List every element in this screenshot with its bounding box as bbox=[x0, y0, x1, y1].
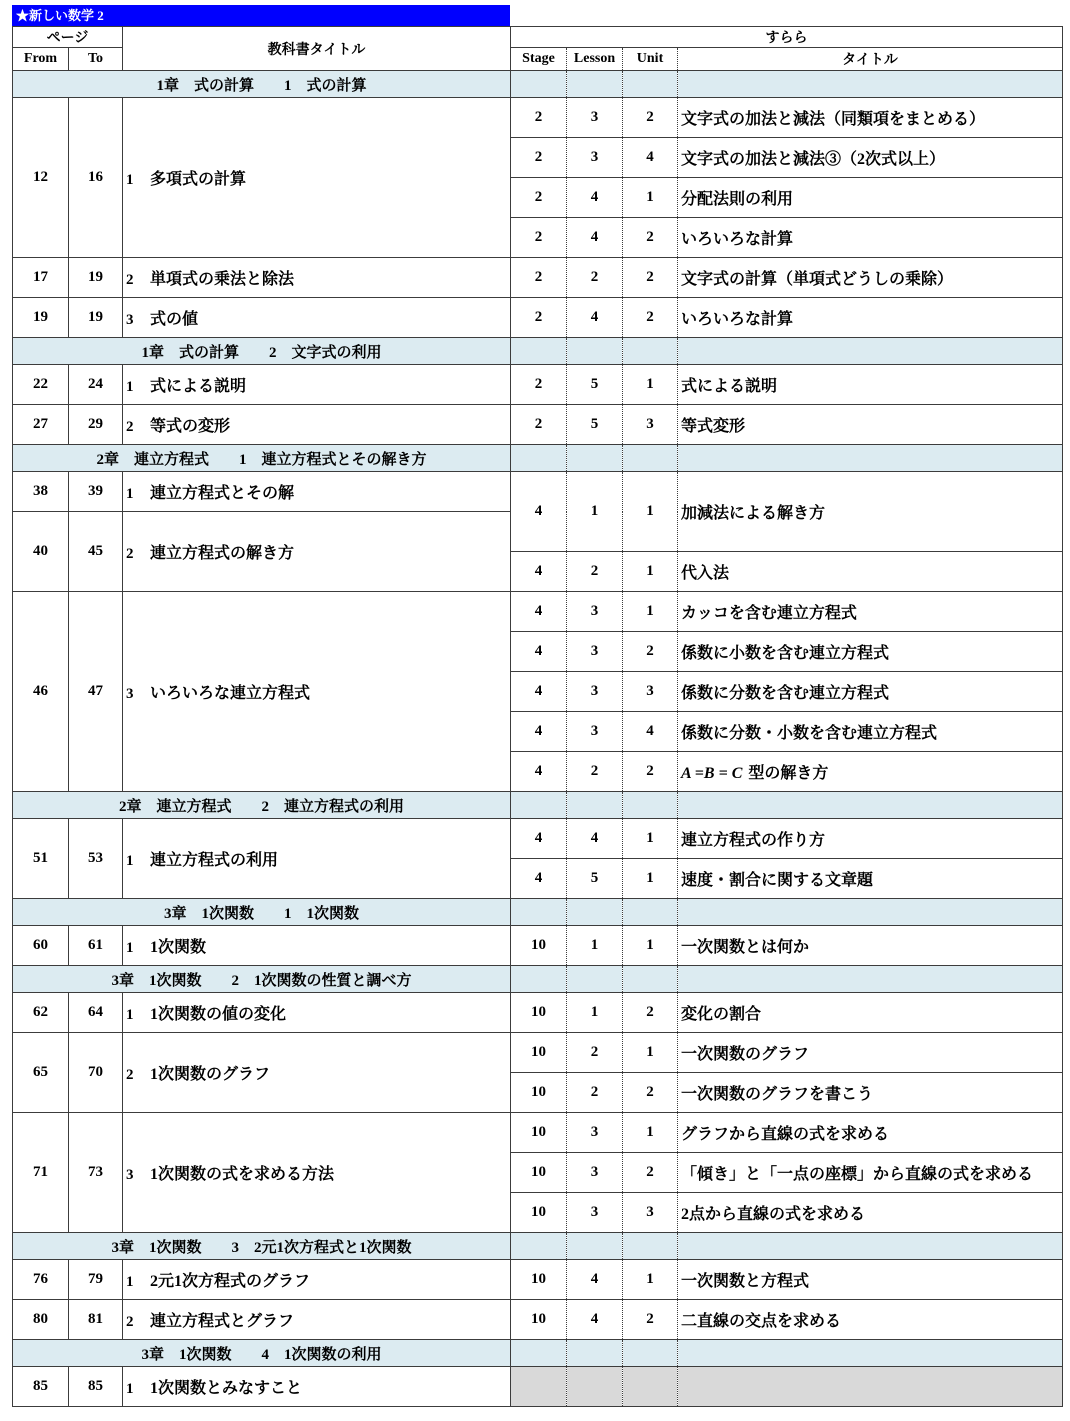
textbook-item-number: 2 bbox=[126, 1314, 134, 1330]
page-from: 65 bbox=[13, 1033, 69, 1113]
textbook-item-title: 2元1次方程式のグラフ bbox=[150, 1273, 311, 1290]
textbook-item-title: 多項式の計算 bbox=[150, 171, 247, 188]
section-heading: 2章 連立方程式 2 連立方程式の利用 bbox=[13, 792, 511, 819]
textbook-title-cell bbox=[123, 298, 511, 338]
textbook-title-cell bbox=[123, 1260, 511, 1300]
section-blank-cell bbox=[623, 899, 678, 926]
section-blank-cell bbox=[511, 899, 567, 926]
textbook-item-number: 1 bbox=[126, 486, 134, 502]
page-to: 53 bbox=[69, 819, 123, 899]
surara-lesson: 4 bbox=[567, 819, 623, 859]
table-row bbox=[13, 592, 1063, 632]
surara-lesson: 4 bbox=[567, 218, 623, 258]
table-row bbox=[13, 405, 1063, 445]
textbook-item-title: 1次関数の式を求める方法 bbox=[150, 1166, 335, 1183]
section-blank-cell bbox=[623, 71, 678, 98]
section-blank-cell bbox=[567, 71, 623, 98]
section-heading: 1章 式の計算 2 文字式の利用 bbox=[13, 338, 511, 365]
surara-stage: 2 bbox=[511, 218, 567, 258]
surara-lesson: 5 bbox=[567, 365, 623, 405]
header-textbook-title: 教科書タイトル bbox=[123, 27, 511, 71]
section-blank-cell bbox=[567, 338, 623, 365]
surara-unit: 1 bbox=[623, 1113, 678, 1153]
surara-lesson: 3 bbox=[567, 672, 623, 712]
header-unit: Unit bbox=[623, 48, 678, 71]
section-row bbox=[13, 71, 1063, 98]
section-blank-cell bbox=[678, 1340, 1063, 1367]
surara-stage: 4 bbox=[511, 592, 567, 632]
surara-lesson: 2 bbox=[567, 258, 623, 298]
surara-lesson: 3 bbox=[567, 1113, 623, 1153]
surara-title: 式による説明 bbox=[678, 365, 1063, 405]
textbook-item-title: 等式の変形 bbox=[150, 418, 231, 435]
document-title: ★新しい数学 2 bbox=[12, 5, 510, 26]
table-row bbox=[13, 819, 1063, 859]
surara-unit-empty bbox=[623, 1367, 678, 1407]
surara-stage: 4 bbox=[511, 859, 567, 899]
surara-stage: 4 bbox=[511, 712, 567, 752]
textbook-item-number: 1 bbox=[126, 940, 134, 956]
section-blank-cell bbox=[567, 445, 623, 472]
section-row bbox=[13, 1233, 1063, 1260]
page-to: 45 bbox=[69, 512, 123, 592]
page-to: 47 bbox=[69, 592, 123, 792]
header-lesson: Lesson bbox=[567, 48, 623, 71]
surara-lesson: 4 bbox=[567, 1260, 623, 1300]
section-row bbox=[13, 966, 1063, 993]
header-from: From bbox=[13, 48, 69, 71]
section-row bbox=[13, 792, 1063, 819]
surara-stage: 10 bbox=[511, 1300, 567, 1340]
surara-stage: 2 bbox=[511, 365, 567, 405]
section-blank-cell bbox=[678, 71, 1063, 98]
surara-unit: 3 bbox=[623, 1193, 678, 1233]
section-heading: 3章 1次関数 4 1次関数の利用 bbox=[13, 1340, 511, 1367]
surara-lesson: 3 bbox=[567, 632, 623, 672]
surara-unit: 1 bbox=[623, 365, 678, 405]
table-row bbox=[13, 472, 1063, 512]
surara-stage: 10 bbox=[511, 1193, 567, 1233]
surara-lesson: 4 bbox=[567, 298, 623, 338]
textbook-item-title: 連立方程式とグラフ bbox=[150, 1313, 295, 1330]
textbook-item-number: 2 bbox=[126, 1067, 134, 1083]
textbook-title-cell bbox=[123, 993, 511, 1033]
textbook-title-cell bbox=[123, 1033, 511, 1113]
section-heading: 1章 式の計算 1 式の計算 bbox=[13, 71, 511, 98]
surara-title: 係数に小数を含む連立方程式 bbox=[678, 632, 1063, 672]
surara-lesson: 1 bbox=[567, 993, 623, 1033]
surara-lesson: 2 bbox=[567, 752, 623, 792]
surara-lesson-empty bbox=[567, 1367, 623, 1407]
page-from: 85 bbox=[13, 1367, 69, 1407]
page-to: 70 bbox=[69, 1033, 123, 1113]
page-to: 85 bbox=[69, 1367, 123, 1407]
surara-unit: 3 bbox=[623, 672, 678, 712]
surara-unit: 2 bbox=[623, 632, 678, 672]
section-heading: 3章 1次関数 1 1次関数 bbox=[13, 899, 511, 926]
textbook-title-cell bbox=[123, 1367, 511, 1407]
surara-title: 文字式の加法と減法③（2次式以上） bbox=[678, 138, 1063, 178]
surara-unit: 1 bbox=[623, 1260, 678, 1300]
table-row bbox=[13, 1300, 1063, 1340]
surara-title: 一次関数と方程式 bbox=[678, 1260, 1063, 1300]
page-to: 24 bbox=[69, 365, 123, 405]
textbook-title-cell bbox=[123, 405, 511, 445]
table-row bbox=[13, 1367, 1063, 1407]
section-blank-cell bbox=[678, 899, 1063, 926]
surara-stage: 10 bbox=[511, 993, 567, 1033]
surara-unit: 3 bbox=[623, 405, 678, 445]
textbook-title-cell bbox=[123, 1300, 511, 1340]
surara-unit: 1 bbox=[623, 819, 678, 859]
surara-title: 2点から直線の式を求める bbox=[678, 1193, 1063, 1233]
page-to: 64 bbox=[69, 993, 123, 1033]
surara-title: 「傾き」と「一点の座標」から直線の式を求める bbox=[678, 1153, 1063, 1193]
header-row bbox=[13, 27, 1063, 48]
section-blank-cell bbox=[678, 445, 1063, 472]
textbook-item-number: 3 bbox=[126, 686, 134, 702]
section-blank-cell bbox=[511, 445, 567, 472]
surara-stage: 10 bbox=[511, 1033, 567, 1073]
textbook-item-title: 式による説明 bbox=[150, 378, 247, 395]
surara-stage: 4 bbox=[511, 472, 567, 552]
surara-title: 文字式の計算（単項式どうしの乗除） bbox=[678, 258, 1063, 298]
surara-unit: 2 bbox=[623, 298, 678, 338]
surara-lesson: 3 bbox=[567, 1193, 623, 1233]
section-row bbox=[13, 338, 1063, 365]
page-to: 29 bbox=[69, 405, 123, 445]
surara-unit: 1 bbox=[623, 552, 678, 592]
surara-title: 一次関数のグラフ bbox=[678, 1033, 1063, 1073]
section-blank-cell bbox=[678, 1233, 1063, 1260]
textbook-item-title: 1次関数とみなすこと bbox=[150, 1380, 303, 1397]
surara-lesson: 3 bbox=[567, 592, 623, 632]
surara-title-formula: A =B = C bbox=[681, 765, 743, 782]
page-to: 39 bbox=[69, 472, 123, 512]
page-to: 61 bbox=[69, 926, 123, 966]
textbook-item-title: 1次関数のグラフ bbox=[150, 1066, 271, 1083]
surara-unit: 2 bbox=[623, 258, 678, 298]
surara-title bbox=[678, 752, 1063, 792]
surara-stage: 4 bbox=[511, 752, 567, 792]
curriculum-table bbox=[12, 26, 1063, 1407]
textbook-item-title: 連立方程式とその解 bbox=[150, 485, 295, 502]
section-blank-cell bbox=[567, 899, 623, 926]
surara-unit: 2 bbox=[623, 218, 678, 258]
page-from: 38 bbox=[13, 472, 69, 512]
page-to: 16 bbox=[69, 98, 123, 258]
section-blank-cell bbox=[567, 1340, 623, 1367]
table-row bbox=[13, 993, 1063, 1033]
surara-stage: 10 bbox=[511, 1073, 567, 1113]
surara-stage: 4 bbox=[511, 552, 567, 592]
surara-title: 一次関数のグラフを書こう bbox=[678, 1073, 1063, 1113]
page-to: 19 bbox=[69, 258, 123, 298]
surara-title: 連立方程式の作り方 bbox=[678, 819, 1063, 859]
surara-title: カッコを含む連立方程式 bbox=[678, 592, 1063, 632]
section-blank-cell bbox=[511, 338, 567, 365]
surara-lesson: 1 bbox=[567, 926, 623, 966]
surara-stage: 10 bbox=[511, 1153, 567, 1193]
surara-title-text: 型の解き方 bbox=[748, 765, 829, 782]
surara-lesson: 5 bbox=[567, 859, 623, 899]
textbook-item-title: 1次関数の値の変化 bbox=[150, 1006, 287, 1023]
surara-title: いろいろな計算 bbox=[678, 298, 1063, 338]
textbook-item-number: 1 bbox=[126, 853, 134, 869]
section-heading: 3章 1次関数 2 1次関数の性質と調べ方 bbox=[13, 966, 511, 993]
page-from: 46 bbox=[13, 592, 69, 792]
table-row bbox=[13, 926, 1063, 966]
page-from: 22 bbox=[13, 365, 69, 405]
surara-title: 速度・割合に関する文章題 bbox=[678, 859, 1063, 899]
textbook-item-title: 式の値 bbox=[150, 311, 199, 328]
page-from: 80 bbox=[13, 1300, 69, 1340]
textbook-item-number: 1 bbox=[126, 1007, 134, 1023]
section-blank-cell bbox=[567, 966, 623, 993]
header-to: To bbox=[69, 48, 123, 71]
surara-title: グラフから直線の式を求める bbox=[678, 1113, 1063, 1153]
textbook-title-cell bbox=[123, 819, 511, 899]
table-row bbox=[13, 298, 1063, 338]
section-blank-cell bbox=[511, 792, 567, 819]
surara-title: 等式変形 bbox=[678, 405, 1063, 445]
surara-lesson: 2 bbox=[567, 1073, 623, 1113]
surara-stage: 2 bbox=[511, 98, 567, 138]
surara-title: 二直線の交点を求める bbox=[678, 1300, 1063, 1340]
surara-unit: 4 bbox=[623, 138, 678, 178]
surara-unit: 2 bbox=[623, 993, 678, 1033]
header-stage: Stage bbox=[511, 48, 567, 71]
surara-stage: 2 bbox=[511, 258, 567, 298]
surara-lesson: 5 bbox=[567, 405, 623, 445]
surara-lesson: 4 bbox=[567, 1300, 623, 1340]
surara-unit: 2 bbox=[623, 1153, 678, 1193]
textbook-item-number: 2 bbox=[126, 546, 134, 562]
surara-unit: 2 bbox=[623, 1073, 678, 1113]
surara-lesson: 2 bbox=[567, 552, 623, 592]
textbook-item-title: 連立方程式の利用 bbox=[150, 852, 279, 869]
surara-lesson: 4 bbox=[567, 178, 623, 218]
surara-unit: 2 bbox=[623, 98, 678, 138]
section-blank-cell bbox=[623, 1233, 678, 1260]
page-from: 60 bbox=[13, 926, 69, 966]
table-row bbox=[13, 1033, 1063, 1073]
page-to: 81 bbox=[69, 1300, 123, 1340]
surara-lesson: 2 bbox=[567, 1033, 623, 1073]
surara-unit: 1 bbox=[623, 926, 678, 966]
textbook-item-title: いろいろな連立方程式 bbox=[150, 685, 311, 702]
surara-title: 加減法による解き方 bbox=[678, 472, 1063, 552]
textbook-item-number: 1 bbox=[126, 1274, 134, 1290]
textbook-item-title: 1次関数 bbox=[150, 939, 207, 956]
section-blank-cell bbox=[511, 966, 567, 993]
page-from: 71 bbox=[13, 1113, 69, 1233]
textbook-item-number: 1 bbox=[126, 379, 134, 395]
surara-stage: 10 bbox=[511, 926, 567, 966]
page-to: 19 bbox=[69, 298, 123, 338]
surara-title: 一次関数とは何か bbox=[678, 926, 1063, 966]
textbook-item-number: 3 bbox=[126, 1167, 134, 1183]
textbook-item-number: 1 bbox=[126, 172, 134, 188]
surara-unit: 1 bbox=[623, 859, 678, 899]
textbook-item-number: 2 bbox=[126, 272, 134, 288]
surara-stage: 10 bbox=[511, 1260, 567, 1300]
surara-unit: 1 bbox=[623, 1033, 678, 1073]
page-from: 51 bbox=[13, 819, 69, 899]
textbook-title-cell bbox=[123, 472, 511, 512]
surara-title: 文字式の加法と減法（同類項をまとめる） bbox=[678, 98, 1063, 138]
section-blank-cell bbox=[511, 71, 567, 98]
surara-lesson: 1 bbox=[567, 472, 623, 552]
textbook-item-number: 2 bbox=[126, 419, 134, 435]
surara-stage: 10 bbox=[511, 1113, 567, 1153]
surara-stage: 2 bbox=[511, 298, 567, 338]
page-from: 40 bbox=[13, 512, 69, 592]
section-blank-cell bbox=[511, 1340, 567, 1367]
section-row bbox=[13, 1340, 1063, 1367]
surara-title: 分配法則の利用 bbox=[678, 178, 1063, 218]
page-to: 73 bbox=[69, 1113, 123, 1233]
surara-title: 代入法 bbox=[678, 552, 1063, 592]
table-row bbox=[13, 1260, 1063, 1300]
surara-title: 変化の割合 bbox=[678, 993, 1063, 1033]
header-surara: すらら bbox=[511, 27, 1063, 48]
surara-lesson: 3 bbox=[567, 138, 623, 178]
surara-title: いろいろな計算 bbox=[678, 218, 1063, 258]
table-row bbox=[13, 1113, 1063, 1153]
textbook-title-cell bbox=[123, 98, 511, 258]
surara-lesson: 3 bbox=[567, 98, 623, 138]
table-row bbox=[13, 365, 1063, 405]
textbook-title-cell bbox=[123, 592, 511, 792]
page-to: 79 bbox=[69, 1260, 123, 1300]
page-from: 76 bbox=[13, 1260, 69, 1300]
surara-stage: 2 bbox=[511, 405, 567, 445]
surara-title-empty bbox=[678, 1367, 1063, 1407]
section-blank-cell bbox=[678, 966, 1063, 993]
surara-stage: 4 bbox=[511, 632, 567, 672]
section-row bbox=[13, 899, 1063, 926]
surara-unit: 1 bbox=[623, 472, 678, 552]
page-from: 27 bbox=[13, 405, 69, 445]
table-row bbox=[13, 98, 1063, 138]
surara-title: 係数に分数・小数を含む連立方程式 bbox=[678, 712, 1063, 752]
surara-stage: 4 bbox=[511, 672, 567, 712]
surara-unit: 4 bbox=[623, 712, 678, 752]
surara-unit: 1 bbox=[623, 178, 678, 218]
section-blank-cell bbox=[678, 338, 1063, 365]
section-blank-cell bbox=[567, 792, 623, 819]
page-from: 12 bbox=[13, 98, 69, 258]
header-page: ページ bbox=[13, 27, 123, 48]
surara-stage: 4 bbox=[511, 819, 567, 859]
section-blank-cell bbox=[623, 792, 678, 819]
surara-unit: 1 bbox=[623, 592, 678, 632]
surara-stage: 2 bbox=[511, 138, 567, 178]
section-blank-cell bbox=[567, 1233, 623, 1260]
surara-lesson: 3 bbox=[567, 1153, 623, 1193]
textbook-item-number: 3 bbox=[126, 312, 134, 328]
textbook-title-cell bbox=[123, 1113, 511, 1233]
textbook-item-title: 単項式の乗法と除法 bbox=[150, 271, 295, 288]
section-blank-cell bbox=[511, 1233, 567, 1260]
section-heading: 2章 連立方程式 1 連立方程式とその解き方 bbox=[13, 445, 511, 472]
textbook-title-cell bbox=[123, 365, 511, 405]
page-from: 17 bbox=[13, 258, 69, 298]
section-blank-cell bbox=[623, 338, 678, 365]
surara-stage-empty bbox=[511, 1367, 567, 1407]
textbook-item-number: 1 bbox=[126, 1381, 134, 1397]
textbook-title-cell bbox=[123, 512, 511, 592]
page-from: 62 bbox=[13, 993, 69, 1033]
section-blank-cell bbox=[623, 966, 678, 993]
section-blank-cell bbox=[678, 792, 1063, 819]
surara-lesson: 3 bbox=[567, 712, 623, 752]
section-blank-cell bbox=[623, 445, 678, 472]
surara-unit: 2 bbox=[623, 1300, 678, 1340]
surara-title: 係数に分数を含む連立方程式 bbox=[678, 672, 1063, 712]
table-row bbox=[13, 258, 1063, 298]
surara-stage: 2 bbox=[511, 178, 567, 218]
textbook-item-title: 連立方程式の解き方 bbox=[150, 545, 295, 562]
section-blank-cell bbox=[623, 1340, 678, 1367]
textbook-title-cell bbox=[123, 926, 511, 966]
header-surara-title: タイトル bbox=[678, 48, 1063, 71]
section-heading: 3章 1次関数 3 2元1次方程式と1次関数 bbox=[13, 1233, 511, 1260]
page-from: 19 bbox=[13, 298, 69, 338]
surara-unit: 2 bbox=[623, 752, 678, 792]
section-row bbox=[13, 445, 1063, 472]
textbook-title-cell bbox=[123, 258, 511, 298]
